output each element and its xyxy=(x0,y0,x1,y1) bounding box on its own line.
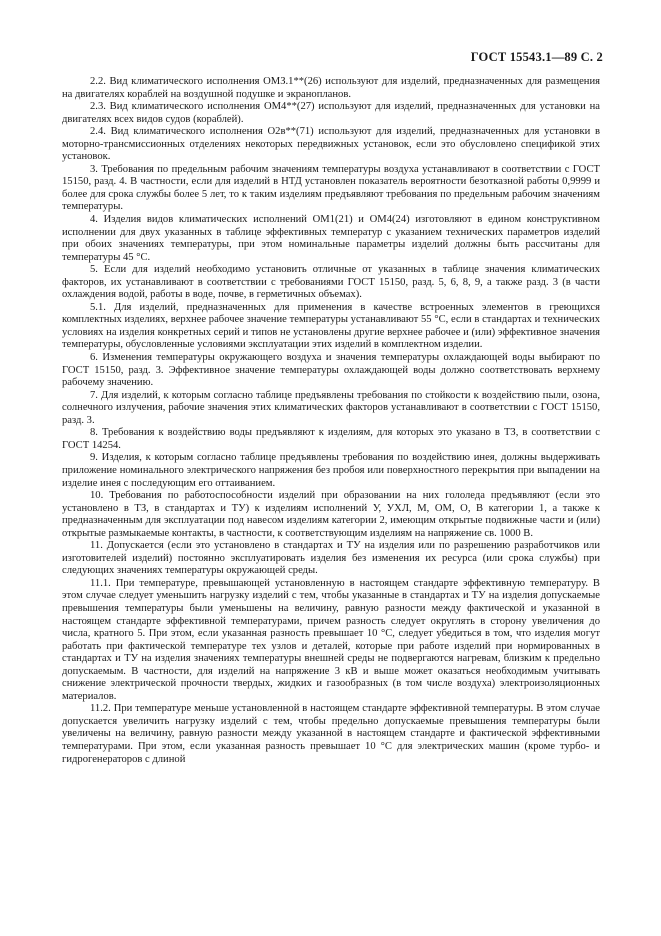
paragraph-5-1: 5.1. Для изделий, предназначенных для применения в качестве встроенных элементов в греющихся комплектных изделиях, верхнее рабочее значение температуры устанавливают 55 °С, если в стандартах и технических условиях на изделия конкретных серий и типов не установлены другие верхнее рабочее и (или) эффективное значения температуры, обусловленные условиями эксплуатации этих изделий в комплектном изделии. xyxy=(62,301,600,351)
paragraph-2-3: 2.3. Вид климатического исполнения ОМ4**(27) используют для изделий, предназначенных для установки на двигателях всех видов судов (кораблей). xyxy=(62,101,600,125)
paragraph-2-2: 2.2. Вид климатического исполнения ОМЗ.1**(26) используют для изделий, предназначенных для размещения на двигателях кораблей на воздушной подушке и экранопланов. xyxy=(62,76,600,100)
paragraph-11-1: 11.1. При температуре, превышающей установленную в настоящем стандарте эффективную температуру. В этом случае следует уменьшить нагрузку изделий с тем, чтобы указанные в стандартах и ТУ на изделия допускаемые превышения температуры были уменьшены на величину, равную разности между фактической и указанной в настоящем стандарте эффективной температурами, причем разность следует округлять в сторону увеличения до числа, кратного 5. При этом, если указанная разность превышает 10 °С, следует убедиться в том, что изделия могут работать при фактической температуре тех узлов и деталей, которые при работе изделий при нормированных в стандартах и ТУ на изделия значениях температуры внешней среды не подвергаются нагревам, близким к предельно допускаемым. В частности, для изделий на напряжение 3 кВ и выше может оказаться необходимым учитывать снижение электрической прочности твердых, жидких и газообразных (в том числе воздуха) электроизоляционных материалов. xyxy=(62,577,600,702)
paragraph-4: 4. Изделия видов климатических исполнений ОМ1(21) и ОМ4(24) изготовляют в едином конструктивном исполнении для двух указанных в таблице эффективных температур с указанием технических параметров изделий при обоих значениях температуры, при этом номинальные параметры изделий должны быть рассчитаны для температуры 45 °С. xyxy=(62,214,600,263)
document-body xyxy=(62,76,600,766)
paragraph-10: 10. Требования по работоспособности изделий при образовании на них гололеда предъявляют (если это установлено в ТЗ, в стандартах и ТУ) к изделиям исполнений У, УХЛ, М, ОМ, О, В категории 1, а также к предназначенным для эксплуатации под навесом изделиям категории 2, имеющим открытые подвижные части и (или) открытые размыкаемые контакты, в частности, к соответствующим изделиям на напряжение св. 1000 В. xyxy=(62,490,600,539)
paragraph-6: 6. Изменения температуры окружающего воздуха и значения температуры охлаждающей воды выбирают по ГОСТ 15150, разд. 3. Эффективное значение температуры охлаждающей воды должно соответствовать верхнему рабочему значению. xyxy=(62,352,600,389)
page-header: ГОСТ 15543.1—89 С. 2 xyxy=(470,50,603,64)
paragraph-8: 8. Требования к воздействию воды предъявляют к изделиям, для которых это указано в ТЗ, в соответствии с ГОСТ 14254. xyxy=(62,427,600,451)
paragraph-11: 11. Допускается (если это установлено в стандартах и ТУ на изделия или по разрешению разработчиков или изготовителей изделий) постоянно эксплуатировать изделия без изменения их ресурса (или срока службы) при следующих значениях температуры окружающей среды. xyxy=(62,540,600,577)
paragraph-5: 5. Если для изделий необходимо установить отличные от указанных в таблице значения климатических факторов, их устанавливают в соответствии с требованиями ГОСТ 15150, разд. 5, 6, 8, 9, а также разд. 3 (в части охлаждения водой, работы в воде, почве, в герметичных объемах). xyxy=(62,264,600,301)
paragraph-2-4: 2.4. Вид климатического исполнения О2в**(71) используют для изделий, предназначенных для установки в моторно-трансмиссионных отделениях некоторых передвижных установок, если это обусловлено спецификой этих установок. xyxy=(62,126,600,163)
paragraph-9: 9. Изделия, к которым согласно таблице предъявлены требования по воздействию инея, должны выдерживать приложение номинального электрического напряжения без пробоя или поверхностного перекрытия при выпадении на изделие инея с последующим его оттаиванием. xyxy=(62,452,600,489)
paragraph-11-2: 11.2. При температуре меньше установленной в настоящем стандарте эффективной температуры. В этом случае допускается увеличить нагрузку изделий с тем, чтобы предельно допускаемые превышения температуры были увеличены на величину, равную разности между указанной в настоящем стандарте и фактической эффективными температурами. При этом, если указанная разность превышает 10 °С для электрических машин (кроме турбо- и гидрогенераторов с длиной xyxy=(62,703,600,765)
paragraph-3: 3. Требования по предельным рабочим значениям температуры воздуха устанавливают в соответствии с ГОСТ 15150, разд. 4. В частности, если для изделий в НТД установлен показатель вероятности безотказной работы 0,9999 и более для срока службы более 5 лет, то к таким изделиям предъявляют требования по предельным рабочим значениям температуры. xyxy=(62,163,600,213)
paragraph-7: 7. Для изделий, к которым согласно таблице предъявлены требования по стойкости к воздействию пыли, озона, солнечного излучения, рабочие значения этих климатических факторов устанавливают в соответствии с ГОСТ 15150, разд. 3. xyxy=(62,389,600,426)
